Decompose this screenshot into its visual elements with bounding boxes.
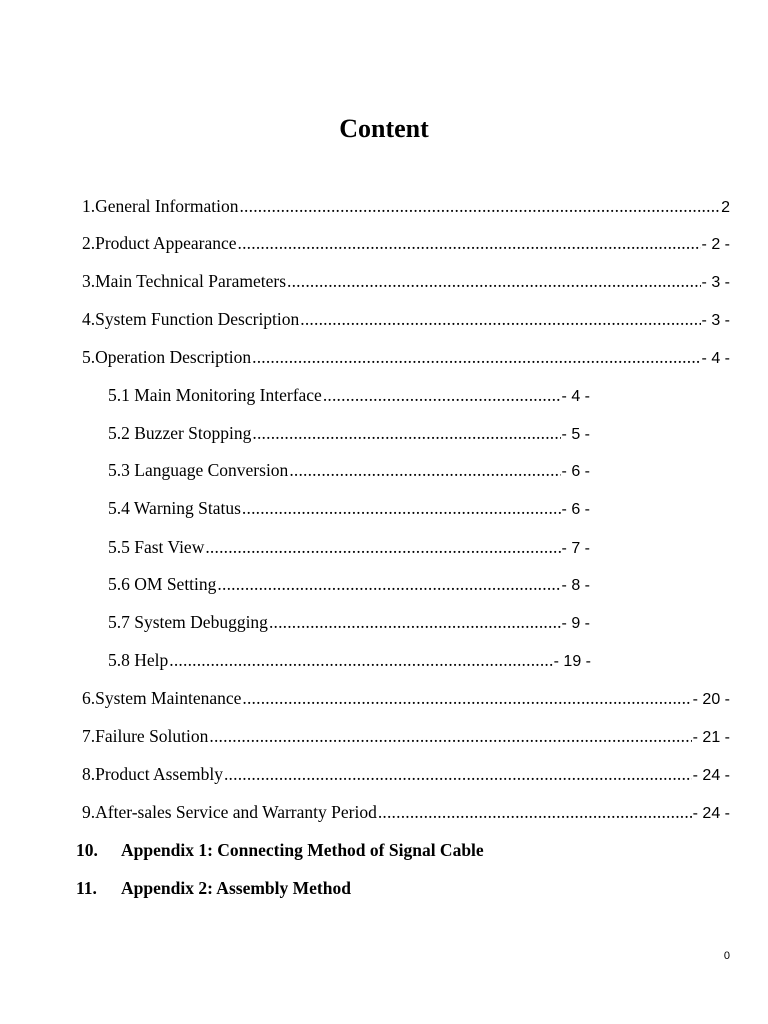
toc-entry-number: 7. — [82, 726, 96, 746]
toc-entry-page: - 5 - — [561, 426, 590, 443]
toc-entry-page: - 20 - — [692, 691, 730, 708]
toc-entry-title: 5.3 Language Conversion — [108, 460, 289, 480]
toc-entry-number: 2. — [82, 233, 96, 253]
toc-appendix-entry[interactable] — [76, 876, 351, 900]
toc-subentry[interactable] — [108, 648, 591, 674]
page-number: 0 — [723, 950, 730, 962]
dot-leader — [287, 269, 701, 293]
toc-entry-page: - 24 - — [692, 805, 730, 822]
toc-entry[interactable] — [82, 800, 730, 826]
toc-entry-title: Operation Description — [95, 347, 252, 367]
toc-entry-number: 9. — [82, 802, 96, 822]
toc-entry-title: Appendix 1: Connecting Method of Signal Cable — [121, 840, 484, 860]
toc-entry-title: 5.4 Warning Status — [108, 498, 241, 518]
toc-entry-title: 5.5 Fast View — [108, 537, 205, 557]
toc-entry-page: - 7 - — [561, 540, 590, 557]
toc-entry[interactable] — [82, 231, 730, 257]
toc-entry-page: - 21 - — [692, 729, 730, 746]
toc-subentry[interactable] — [108, 458, 590, 484]
toc-entry-page: - 19 - — [553, 653, 591, 670]
toc-entry[interactable] — [82, 724, 730, 750]
toc-entry-title: System Function Description — [95, 309, 300, 329]
toc-entry-title: 5.8 Help — [108, 650, 169, 670]
toc-entry-page: - 4 - — [561, 388, 590, 405]
dot-leader — [378, 800, 692, 824]
toc-subentry[interactable] — [108, 496, 590, 522]
toc-entry-title: System Maintenance — [95, 688, 242, 708]
toc-entry-title: 5.1 Main Monitoring Interface — [108, 385, 322, 405]
toc-entry-title: After-sales Service and Warranty Period — [95, 802, 377, 822]
toc-entry-page: - 9 - — [561, 615, 590, 632]
dot-leader — [242, 686, 691, 710]
toc-entry[interactable] — [82, 762, 730, 788]
toc-entry[interactable] — [82, 269, 730, 295]
toc-subentry[interactable] — [108, 572, 590, 598]
toc-entry-title: Product Appearance — [95, 233, 237, 253]
toc-entry[interactable] — [82, 194, 730, 220]
toc-entry-page: - 6 - — [561, 501, 590, 518]
dot-leader — [238, 231, 701, 255]
toc-entry-number: 3. — [82, 271, 96, 291]
toc-entry[interactable] — [82, 307, 730, 333]
toc-entry-number: 6. — [82, 688, 96, 708]
dot-leader — [300, 307, 700, 331]
toc-subentry[interactable] — [108, 610, 590, 636]
dot-leader — [224, 762, 692, 786]
toc-entry-page: - 3 - — [701, 274, 730, 291]
dot-leader — [169, 648, 552, 672]
toc-entry-page: 2 — [721, 199, 730, 216]
toc-entry-title: General Information — [95, 196, 239, 216]
dot-leader — [217, 572, 560, 596]
toc-entry-page: - 3 - — [701, 312, 730, 329]
toc-subentry[interactable] — [108, 535, 590, 561]
toc-entry-number: 4. — [82, 309, 96, 329]
toc-entry-title: Appendix 2: Assembly Method — [121, 878, 351, 898]
toc-entry-title: Product Assembly — [95, 764, 223, 784]
toc-entry-title: Main Technical Parameters — [95, 271, 287, 291]
toc-entry-title: 5.2 Buzzer Stopping — [108, 423, 252, 443]
toc-entry-page: - 2 - — [701, 236, 730, 253]
toc-entry[interactable] — [82, 686, 730, 712]
toc-entry-number: 11. — [76, 878, 97, 898]
dot-leader — [289, 458, 560, 482]
dot-leader — [269, 610, 561, 634]
toc-entry-number: 1. — [82, 196, 96, 216]
dot-leader — [205, 535, 560, 559]
toc-entry-number: 10. — [76, 840, 98, 860]
toc-entry-title: 5.6 OM Setting — [108, 574, 217, 594]
dot-leader — [242, 496, 561, 520]
toc-subentry[interactable] — [108, 383, 590, 409]
dot-leader — [252, 421, 560, 445]
toc-entry-number: 5. — [82, 347, 96, 367]
dot-leader — [239, 194, 720, 218]
toc-appendix-entry[interactable] — [76, 838, 484, 862]
toc-entry-number: 8. — [82, 764, 96, 784]
dot-leader — [323, 383, 561, 407]
dot-leader — [252, 345, 700, 369]
dot-leader — [209, 724, 691, 748]
toc-entry[interactable] — [82, 345, 730, 371]
toc-entry-title: Failure Solution — [95, 726, 209, 746]
toc-entry-page: - 4 - — [701, 350, 730, 367]
toc-entry-title: 5.7 System Debugging — [108, 612, 268, 632]
toc-entry-page: - 24 - — [692, 767, 730, 784]
toc-entry-page: - 6 - — [561, 463, 590, 480]
toc-entry-page: - 8 - — [561, 577, 590, 594]
toc-subentry[interactable] — [108, 421, 590, 447]
page-title: Content — [339, 114, 429, 143]
